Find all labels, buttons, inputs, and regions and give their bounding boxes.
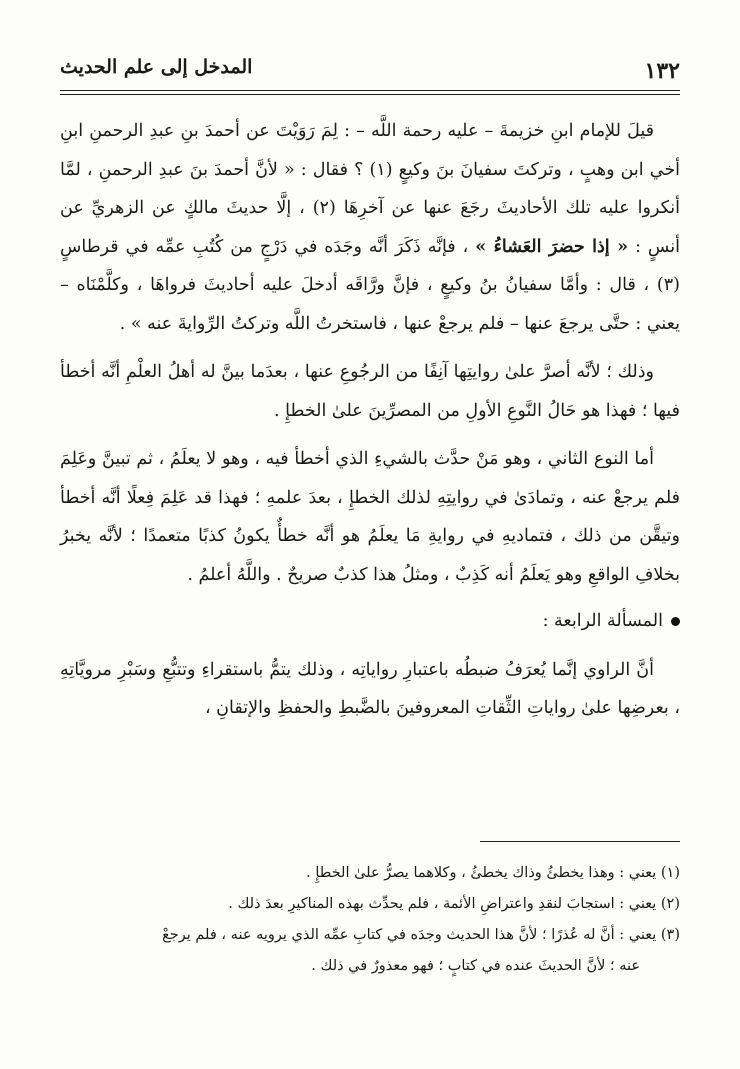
footnotes	[60, 858, 680, 982]
footnote-3-continuation: عنه ؛ لأنَّ الحديثَ عنده في كتابٍ ؛ فهو معذورٌ في ذلك .	[311, 958, 640, 974]
section-heading-text: المسألة الرابعة :	[542, 611, 663, 631]
section-heading	[60, 602, 680, 641]
footnote-1: (١) يعني : وهذا يخطئُ وذاك يخطئُ ، وكلاهما يصرُّ علىٰ الخطإِ .	[306, 865, 680, 881]
footnote-rule	[480, 841, 680, 842]
footnote-2: (٢) يعني : استجابَ لنقدِ واعتراضِ الأئمة ، فلم يحدِّث بهذه المناكيرِ بعدَ ذلك .	[228, 896, 680, 912]
running-title: المدخل إلى علم الحديث	[60, 56, 253, 78]
header-rule	[60, 90, 680, 91]
paragraph-1	[60, 112, 680, 343]
hadith-title: « إذا حضرَ العَشاءُ »	[475, 236, 629, 257]
paragraph-4: أنَّ الراوي إنَّما يُعرَفُ ضبطُه باعتبارِ رواياتِه ، وذلك يتمُّ باستقراءِ وتتبُّعِ وسَبْرِ مرويَّاتِهِ ، بعرضِها علىٰ رواياتِ الثِّقاتِ المعروفينَ بالضَّبطِ والحفظِ والإتقانِ ،	[60, 659, 680, 718]
page-number: ١٣٢	[644, 58, 680, 84]
paragraph-3: أما النوع الثاني ، وهو مَنْ حدَّث بالشيءِ الذي أخطأ فيه ، وهو لا يعلَمُ ، ثم تبينَّ وعَلِمَ فلم يرجعْ عنه ، وتمادَىٰ في روايتِهِ لذلك الخطإِ ، بعدَ علمهِ ؛ فهذا قد عَلِمَ فِعلًا أنَّه أخطأ وتيقَّن من ذلك ، فتماديهِ في روايةِ مَا يعلَمُ هو أنَّه خطأٌ يكونُ كذبًا متعمدًا ؛ لأنَّه يخبرُ بخلافِ الواقعِ وهو يَعلَمُ أنه كَذِبٌ ، ومثلُ هذا كذبٌ صريحٌ . واللَّهُ أعلمُ .	[60, 449, 680, 585]
paragraph-1-text: قيلَ للإمام ابنِ خزيمةَ – عليه رحمة اللَّه – : لِمَ رَوَيْتَ عن أحمدَ بنِ عبدِ الرحمنِ ابنِ أخي ابن وهبٍ ، وتركتَ سفيانَ بنَ وكيعٍ (١) ؟ فقال : « لأنَّ أحمدَ بنَ عبدِ الرحمنِ ، لمَّا أنكروا عليه تلك الأحاديثَ رجَعَ عنها عن آخرِهَا (٢) ، إلَّا حديثَ مالكٍ عن الزهريِّ عن أنسٍ :	[60, 121, 681, 257]
paragraph-1-rest: ، فإنَّه ذَكَرَ أنَّه وجَدَه في دَرْجٍ من كُتُبِ عمِّه في قرطاسٍ (٣) ، قال : وأمَّا سفيانُ بنُ وكيعٍ ، فإنَّ ورَّاقَه أدخلَ عليه أحاديثَ فرواهَا ، وكلَّمْنَاه – يعني : حتَّى يرجعَ عنها – فلم يرجعْ عنها ، فاستخرتُ اللَّه وتركتُ الرِّوايةَ عنه » .	[60, 236, 680, 334]
paragraph-2: وذلك ؛ لأنَّه أصرَّ علىٰ روايتِها آنِفًا من الرجُوعِ عنها ، بعدَما بينَّ له أهلُ العلْمِ أنَّه أخطأ فيها ؛ فهذا هو حَالُ النَّوعِ الأولِ من المصرِّينَ علىٰ الخطإِ .	[60, 362, 680, 421]
header-rule-thin	[60, 94, 680, 95]
bullet-icon	[671, 617, 680, 626]
page-header	[60, 52, 680, 88]
footnote-3: (٣) يعني : أنَّ له عُذرًا ؛ لأنَّ هذا الحديث وجدَه في كتابِ عمِّه الذي يرويه عنه ، فلم يرجعْ	[162, 927, 680, 943]
main-text	[60, 112, 680, 728]
